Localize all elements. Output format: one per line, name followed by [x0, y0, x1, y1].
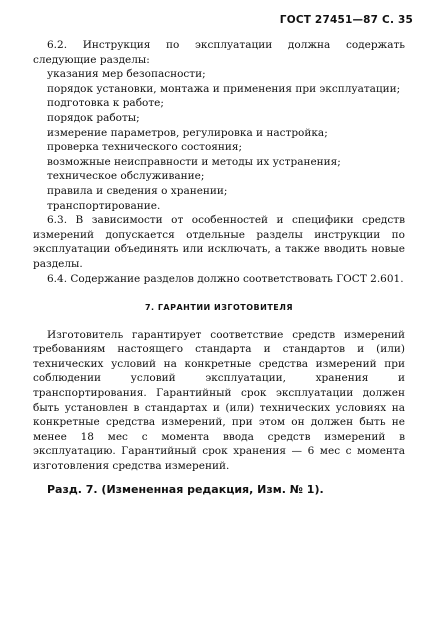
list-item: порядок установки, монтажа и применения при эксплуатации; — [47, 82, 401, 95]
list-item: возможные неисправности и методы их устранения; — [47, 155, 341, 168]
list-item: порядок работы; — [47, 111, 140, 124]
paragraph-7-body: Изготовитель гарантирует соответствие средств измерений требованиям настоящего стандарта и стандартов и (или) технических условий на конкретные средства измерений при соблюдении условий эксплуатации, хранения и транспортирования. Гарантийный срок эксплуатации должен быть установлен в стандартах и (или) технических условиях на конкретные средства измерений, при этом он должен быть не менее 18 мес с момента ввода средств измерений в эксплуатацию. Гарантийный срок хранения — 6 мес с момента изготовления средства измерений. — [33, 328, 405, 473]
paragraph-6-4: 6.4. Содержание разделов должно соответствовать ГОСТ 2.601. — [47, 272, 404, 285]
paragraph-6-2: 6.2. Инструкция по эксплуатации должна содержать следующие разделы: — [33, 39, 405, 66]
list-item: проверка технического состояния; — [47, 141, 243, 154]
amendment-note: Разд. 7. (Измененная редакция, Изм. № 1). — [47, 482, 324, 496]
list-item: подготовка к работе; — [47, 97, 164, 110]
list-item: указания мер безопасности; — [47, 68, 206, 81]
section-7-heading: 7. ГАРАНТИИ ИЗГОТОВИТЕЛЯ — [144, 303, 294, 313]
document-body — [33, 38, 405, 497]
page-header: ГОСТ 27451—87 С. 35 — [279, 14, 413, 26]
paragraph-6-3: 6.3. В зависимости от особенностей и специфики средств измерений допускается отдельные разделы инструкции по эксплуатации объединять или исключать, а также вводить новые разделы. — [33, 214, 405, 270]
list-item: правила и сведения о хранении; — [47, 184, 228, 197]
list-item: транспортирование. — [47, 199, 161, 212]
list-item: измерение параметров, регулировка и настройка; — [47, 126, 328, 139]
list-item: техническое обслуживание; — [47, 170, 205, 183]
sections-list — [33, 67, 405, 213]
